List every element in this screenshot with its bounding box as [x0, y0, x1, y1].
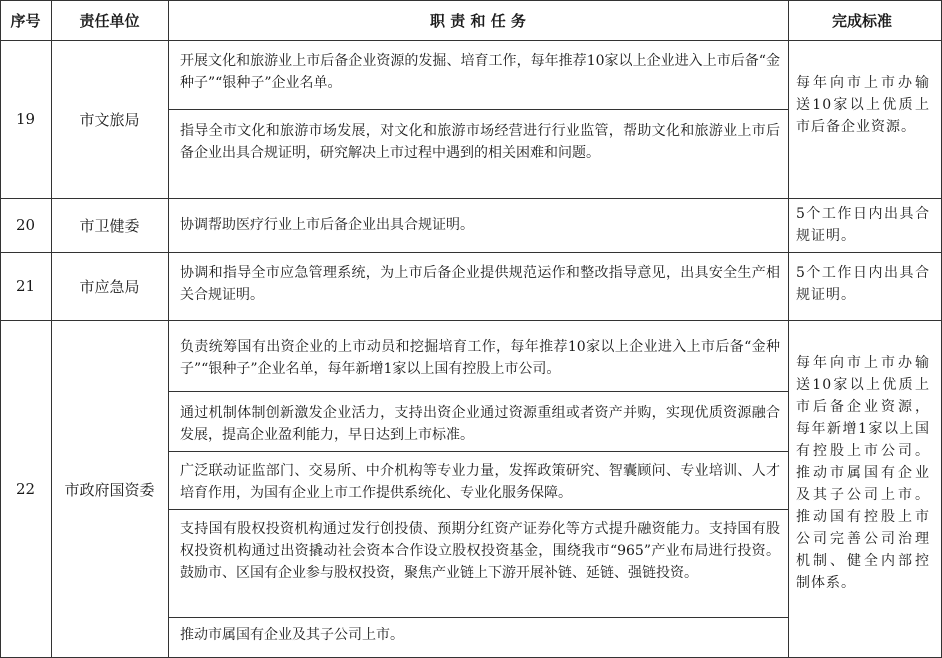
- row-19-task-2: 指导全市文化和旅游市场发展，对文化和旅游市场经营进行行业监管，帮助文化和旅游业上市后备企业出具合规证明，研究解决上市过程中遇到的相关困难和问题。: [180, 123, 780, 161]
- grid-row-19-bottom: [0, 198, 942, 199]
- row-22-task-4: 支持国有股权投资机构通过发行创投债、预期分红资产证券化等方式提升融资能力。支持国有股权投资机构通过出资撬动社会资本合作设立股权投资基金，围绕我市“965”产业布局进行投资。鼓励市、区国有企业参与股权投资，聚焦产业链上下游开展补链、延链、强链投资。: [180, 521, 780, 581]
- row-21-standard: 5个工作日内出具合规证明。: [796, 265, 930, 303]
- header-seq: 序号: [10, 11, 41, 30]
- grid-row-20-bottom: [0, 252, 942, 253]
- grid-row-21-bottom: [0, 320, 942, 321]
- header-standard: 完成标准: [831, 11, 892, 30]
- sep-22-c: [168, 509, 788, 510]
- row-19-seq: 19: [15, 110, 36, 128]
- grid-top: [0, 0, 942, 1]
- row-22-task-2: 通过机制体制创新激发企业活力，支持出资企业通过资源重组或者资产并购，实现优质资源融合发展，提高企业盈利能力，早日达到上市标准。: [180, 405, 780, 443]
- grid-col-2: [168, 0, 169, 658]
- row-22-task-1: 负责统筹国有出资企业的上市动员和挖掘培育工作，每年推荐10家以上企业进入上市后备“金种子”“银种子”企业名单，每年新增1家以上国有控股上市公司。: [180, 339, 780, 377]
- row-21-unit: 市应急局: [79, 277, 140, 296]
- row-21-seq: 21: [15, 277, 36, 295]
- sep-22-d: [168, 617, 788, 618]
- row-20-standard: 5个工作日内出具合规证明。: [796, 206, 930, 244]
- grid-col-3: [788, 0, 789, 658]
- header-duty: 职 责 和 任 务: [430, 11, 526, 30]
- row-19-standard: 每年向市上市办输送10家以上优质上市后备企业资源。: [796, 75, 930, 135]
- row-22-task-3: 广泛联动证监部门、交易所、中介机构等专业力量，发挥政策研究、智囊顾问、专业培训、人才培育作用，为国有企业上市工作提供系统化、专业化服务保障。: [180, 463, 780, 501]
- row-22-standard: 每年向市上市办输送10家以上优质上市后备企业资源，每年新增1家以上国有控股上市公司。推动市属国有企业及其子公司上市。推动国有控股上市公司完善公司治理机制、健全内部控制体系。: [796, 355, 930, 591]
- grid-col-1: [51, 0, 52, 658]
- sep-19-a: [168, 109, 788, 110]
- row-19-unit: 市文旅局: [79, 110, 140, 129]
- sep-22-a: [168, 391, 788, 392]
- grid-header-bottom: [0, 40, 942, 41]
- row-21-task: 协调和指导全市应急管理系统，为上市后备企业提供规范运作和整改指导意见，出具安全生产相关合规证明。: [180, 265, 780, 303]
- row-22-unit: 市政府国资委: [64, 480, 155, 499]
- row-20-unit: 市卫健委: [79, 216, 140, 235]
- row-20-task: 协调帮助医疗行业上市后备企业出具合规证明。: [180, 217, 474, 233]
- row-22-task-5: 推动市属国有企业及其子公司上市。: [180, 627, 404, 643]
- row-20-seq: 20: [15, 216, 36, 234]
- row-22-seq: 22: [15, 480, 36, 498]
- header-unit: 责任单位: [79, 11, 140, 30]
- grid-left: [0, 0, 1, 658]
- row-19-task-1: 开展文化和旅游业上市后备企业资源的发掘、培育工作，每年推荐10家以上企业进入上市后备“金种子”“银种子”企业名单。: [180, 53, 780, 91]
- sep-22-b: [168, 451, 788, 452]
